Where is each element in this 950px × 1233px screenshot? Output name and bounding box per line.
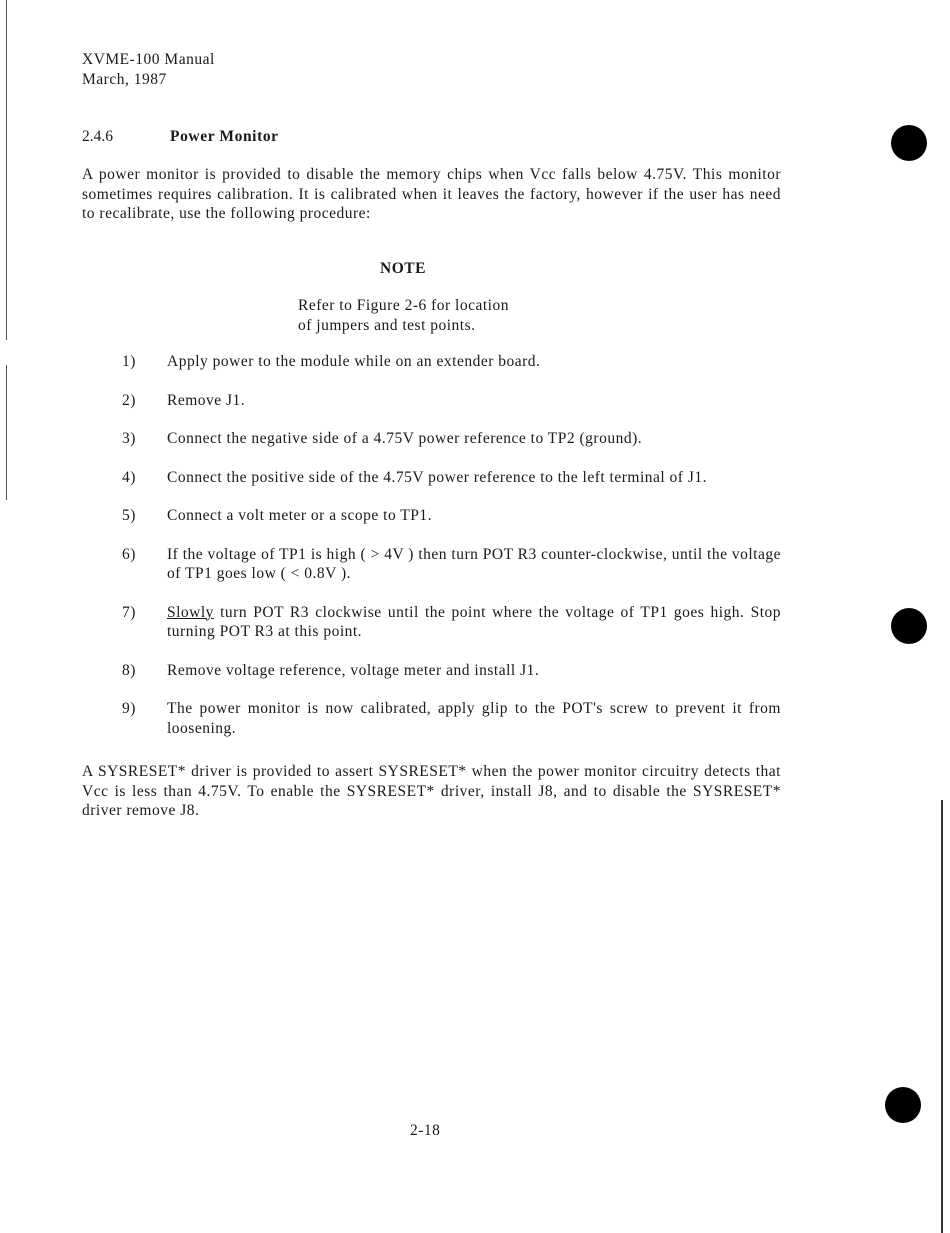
procedure-step bbox=[82, 391, 781, 411]
step-number: 2) bbox=[122, 391, 136, 409]
page-edge-right bbox=[941, 800, 943, 1233]
note-heading: NOTE bbox=[380, 260, 426, 277]
step-emphasis: Slowly bbox=[167, 603, 214, 621]
page-number: 2-18 bbox=[410, 1122, 441, 1139]
note-line-1: Refer to Figure 2-6 for location bbox=[298, 297, 509, 314]
binder-hole-top bbox=[891, 125, 927, 161]
step-number: 9) bbox=[122, 700, 136, 717]
procedure-step bbox=[82, 468, 781, 488]
note-body bbox=[298, 296, 598, 335]
manual-title: XVME-100 Manual bbox=[82, 51, 215, 68]
step-text bbox=[167, 603, 781, 642]
procedure-step bbox=[82, 603, 781, 642]
section-heading bbox=[82, 128, 279, 146]
step-number: 7) bbox=[122, 603, 136, 621]
binder-hole-bottom bbox=[885, 1087, 921, 1123]
step-text: Connect the negative side of a 4.75V power reference to TP2 (ground). bbox=[167, 430, 643, 447]
procedure-step bbox=[82, 699, 781, 738]
binder-hole-middle bbox=[891, 608, 927, 644]
page-edge-left bbox=[6, 0, 7, 340]
step-text-remainder: turn POT R3 clockwise until the point where the voltage of TP1 goes high. Stop turning POT R3 at this point. bbox=[167, 603, 781, 640]
step-number: 8) bbox=[122, 661, 136, 679]
note-line-2: of jumpers and test points. bbox=[298, 316, 476, 334]
manual-date: March, 1987 bbox=[82, 71, 167, 88]
step-text: Connect the positive side of the 4.75V power reference to the left terminal of J1. bbox=[167, 468, 708, 486]
section-title: Power Monitor bbox=[170, 128, 279, 145]
page-edge-left-lower bbox=[6, 365, 7, 500]
step-text: Apply power to the module while on an extender board. bbox=[167, 353, 541, 370]
procedure-list bbox=[82, 352, 781, 757]
step-number: 3) bbox=[122, 430, 136, 447]
procedure-step bbox=[82, 661, 781, 681]
step-number: 4) bbox=[122, 468, 136, 486]
closing-paragraph: A SYSRESET* driver is provided to assert SYSRESET* when the power monitor circuitry detects that Vcc is less than 4.75V. To enable the SYSRESET* driver, install J8, and to disable the SYSRESET* driver remove J8. bbox=[82, 763, 781, 819]
intro-paragraph: A power monitor is provided to disable the memory chips when Vcc falls below 4.75V. This monitor sometimes requires calibration. It is calibrated when it leaves the factory, however if the user has need to recalibrate, use the following procedure: bbox=[82, 166, 781, 222]
step-number: 5) bbox=[122, 507, 136, 524]
procedure-step bbox=[82, 429, 781, 449]
procedure-step bbox=[82, 506, 781, 526]
step-text: Remove voltage reference, voltage meter and install J1. bbox=[167, 661, 540, 679]
step-text: Connect a volt meter or a scope to TP1. bbox=[167, 507, 433, 524]
document-header bbox=[82, 50, 215, 90]
step-text: Remove J1. bbox=[167, 391, 246, 409]
step-number: 1) bbox=[122, 353, 136, 370]
procedure-step bbox=[82, 352, 781, 372]
section-number: 2.4.6 bbox=[82, 128, 113, 145]
step-text: If the voltage of TP1 is high ( > 4V ) then turn POT R3 counter-clockwise, until the voltage of TP1 goes low ( < 0.8V ). bbox=[167, 545, 781, 582]
step-text: The power monitor is now calibrated, apply glip to the POT's screw to prevent it from loosening. bbox=[167, 700, 781, 737]
procedure-step bbox=[82, 545, 781, 584]
step-number: 6) bbox=[122, 545, 136, 563]
